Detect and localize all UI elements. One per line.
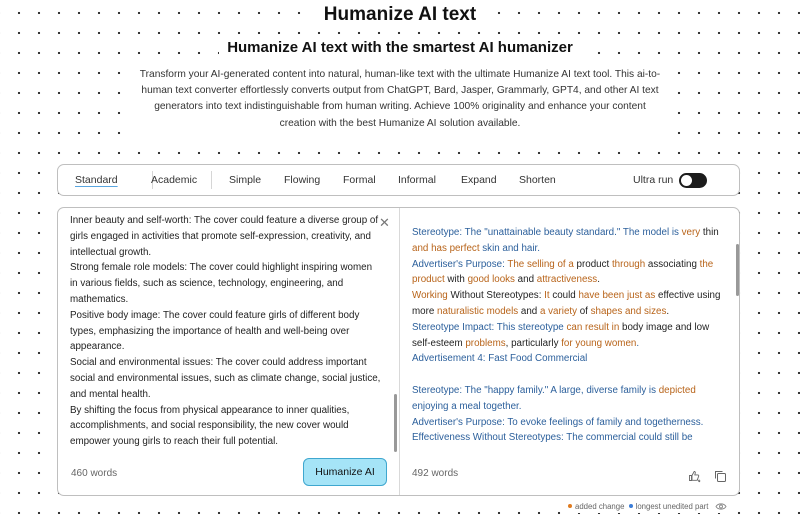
output-line bbox=[412, 351, 724, 367]
mode-divider bbox=[211, 171, 212, 189]
output-line bbox=[412, 257, 724, 273]
tab-standard[interactable]: Standard bbox=[75, 174, 118, 186]
output-text-segment: with bbox=[444, 274, 468, 286]
output-text-segment: thin bbox=[700, 227, 719, 238]
changed-text: very bbox=[681, 227, 701, 238]
input-textarea[interactable] bbox=[70, 213, 382, 453]
ultra-run-label: Ultra run bbox=[633, 174, 674, 186]
ultra-run-toggle[interactable] bbox=[679, 173, 707, 188]
output-line bbox=[412, 320, 724, 336]
changed-text: product bbox=[412, 274, 445, 286]
output-text-segment: body image and low bbox=[619, 321, 710, 333]
clear-input-icon[interactable]: ✕ bbox=[379, 215, 390, 230]
input-scrollbar[interactable] bbox=[394, 394, 397, 452]
copy-icon[interactable] bbox=[713, 469, 727, 483]
mode-toolbar bbox=[57, 164, 740, 196]
changed-text: have been just as bbox=[578, 290, 656, 302]
editor-panels bbox=[57, 207, 740, 496]
output-line bbox=[412, 241, 724, 257]
page-subtitle bbox=[0, 39, 800, 56]
changed-text: The selling of a bbox=[507, 258, 574, 270]
input-line: appearance. bbox=[70, 341, 125, 353]
output-line bbox=[412, 383, 724, 399]
tab-formal[interactable]: Formal bbox=[343, 174, 376, 186]
input-line: empower young girls to reach their full potential. bbox=[70, 436, 279, 448]
output-text-segment: and bbox=[518, 305, 540, 317]
page-description: Transform your AI-generated content into natural, human-like text with the ultimate Humanize AI text tool. This ai-to-human text converter effortlessly converts output from ChatGPT, Bard, Jasper, Grammarly, GPT4, and other AI text generators into text indistinguishable from human writing. Achieve 100% originality and enhance your content creation with the best Humanize AI solution available. bbox=[130, 60, 670, 136]
output-line bbox=[412, 336, 724, 352]
output-text-segment: Without Stereotypes: bbox=[447, 290, 545, 302]
change-legend bbox=[562, 501, 731, 513]
changed-text: the bbox=[699, 258, 714, 270]
legend-unedited-label: longest unedited part bbox=[635, 502, 709, 511]
output-line bbox=[412, 272, 724, 288]
tab-expand[interactable]: Expand bbox=[461, 174, 497, 186]
changed-text: for young women bbox=[561, 337, 637, 349]
output-text-segment: effective using bbox=[655, 290, 721, 302]
output-text-segment: , particularly bbox=[505, 337, 562, 349]
changed-text: shapes and sizes bbox=[590, 305, 667, 317]
legend-added-label: added change bbox=[575, 502, 625, 511]
output-text-segment: . bbox=[666, 305, 670, 317]
output-text-segment: self-esteem bbox=[412, 337, 466, 349]
output-line bbox=[412, 288, 724, 304]
output-line bbox=[412, 415, 724, 431]
toggle-knob bbox=[681, 175, 692, 186]
changed-text: problems bbox=[465, 337, 506, 349]
changed-text: through bbox=[611, 258, 646, 270]
input-line: social and environmental issues, such as climate change, social justice, bbox=[70, 372, 381, 384]
unedited-dot bbox=[629, 504, 633, 508]
output-word-count: 492 words bbox=[412, 468, 459, 479]
input-line: accomplishments, and social responsibility, the new cover would bbox=[70, 420, 349, 432]
added-change-dot bbox=[568, 504, 572, 508]
page-title bbox=[0, 4, 800, 26]
input-line: in various fields, such as science, technology, engineering, and bbox=[70, 278, 344, 290]
changed-text: depicted bbox=[658, 384, 696, 396]
output-line bbox=[412, 399, 724, 415]
input-line: Positive body image: The cover could feature girls of different body bbox=[70, 309, 360, 321]
unedited-text: Stereotype: The "happy family." A large, diverse family is bbox=[412, 384, 659, 396]
feedback-icon[interactable] bbox=[688, 469, 702, 483]
changed-text: It bbox=[544, 290, 550, 302]
output-line bbox=[412, 367, 724, 383]
eye-icon[interactable] bbox=[715, 502, 727, 511]
unedited-text: Effectiveness Without Stereotypes: The commercial could still be bbox=[412, 432, 693, 444]
output-line bbox=[412, 430, 724, 446]
output-text-segment: product bbox=[573, 258, 612, 270]
input-line: and mental health. bbox=[70, 388, 151, 400]
unedited-text: skin and hair. bbox=[479, 242, 540, 254]
output-line bbox=[412, 225, 724, 241]
input-line: girls engaged in activities that promote self-expression, creativity, and bbox=[70, 230, 371, 242]
input-line: Social and environmental issues: The cover could address important bbox=[70, 357, 367, 369]
changed-text: a variety bbox=[539, 305, 578, 317]
output-text-segment: and bbox=[514, 274, 537, 286]
panel-divider bbox=[399, 208, 400, 495]
tab-informal[interactable]: Informal bbox=[398, 174, 436, 186]
changed-text: Working bbox=[412, 290, 448, 302]
changed-text: and has perfect bbox=[412, 242, 480, 254]
input-line: By shifting the focus from physical appearance to inner qualities, bbox=[70, 404, 350, 416]
output-scrollbar[interactable] bbox=[736, 244, 739, 296]
input-line: mathematics. bbox=[70, 293, 129, 305]
changed-text: good looks bbox=[467, 274, 515, 286]
changed-text: can result in bbox=[566, 321, 620, 333]
page-title-text: Humanize AI text bbox=[316, 4, 484, 25]
tab-flowing[interactable]: Flowing bbox=[284, 174, 321, 186]
output-text-segment: . bbox=[597, 274, 600, 286]
changed-text: attractiveness bbox=[536, 274, 598, 286]
page-subtitle-text: Humanize AI text with the smartest AI humanizer bbox=[219, 39, 581, 56]
output-line bbox=[412, 304, 724, 320]
unedited-text: Advertiser's Purpose: To evoke feelings of family and togetherness. bbox=[412, 416, 704, 428]
input-line: Strong female role models: The cover could highlight inspiring women bbox=[70, 262, 373, 274]
unedited-text: Advertiser's Purpose: bbox=[412, 258, 508, 270]
output-text-segment: could bbox=[549, 290, 579, 302]
input-word-count: 460 words bbox=[71, 468, 118, 479]
output-text-segment: more bbox=[412, 305, 438, 317]
changed-text: naturalistic models bbox=[437, 305, 519, 317]
unedited-text: enjoying a meal together. bbox=[412, 400, 522, 412]
unedited-text: Stereotype: The "unattainable beauty standard." The model is bbox=[412, 227, 682, 238]
input-line: Inner beauty and self-worth: The cover could feature a diverse group of bbox=[70, 215, 379, 226]
output-text-segment: associating bbox=[645, 258, 700, 270]
output-text-segment: of bbox=[577, 305, 591, 317]
unedited-text: . bbox=[636, 337, 640, 349]
output-text bbox=[412, 225, 724, 451]
input-line: types, emphasizing the importance of health and well-being over bbox=[70, 325, 350, 337]
humanize-button[interactable]: Humanize AI bbox=[303, 458, 387, 486]
tab-shorten[interactable]: Shorten bbox=[519, 174, 556, 186]
tab-simple[interactable]: Simple bbox=[229, 174, 262, 186]
tab-academic[interactable]: Academic bbox=[151, 174, 198, 186]
unedited-text: Advertisement 4: Fast Food Commercial bbox=[412, 353, 588, 365]
input-line: intellectual growth. bbox=[70, 246, 152, 258]
unedited-text: Stereotype Impact: This stereotype bbox=[412, 321, 567, 333]
